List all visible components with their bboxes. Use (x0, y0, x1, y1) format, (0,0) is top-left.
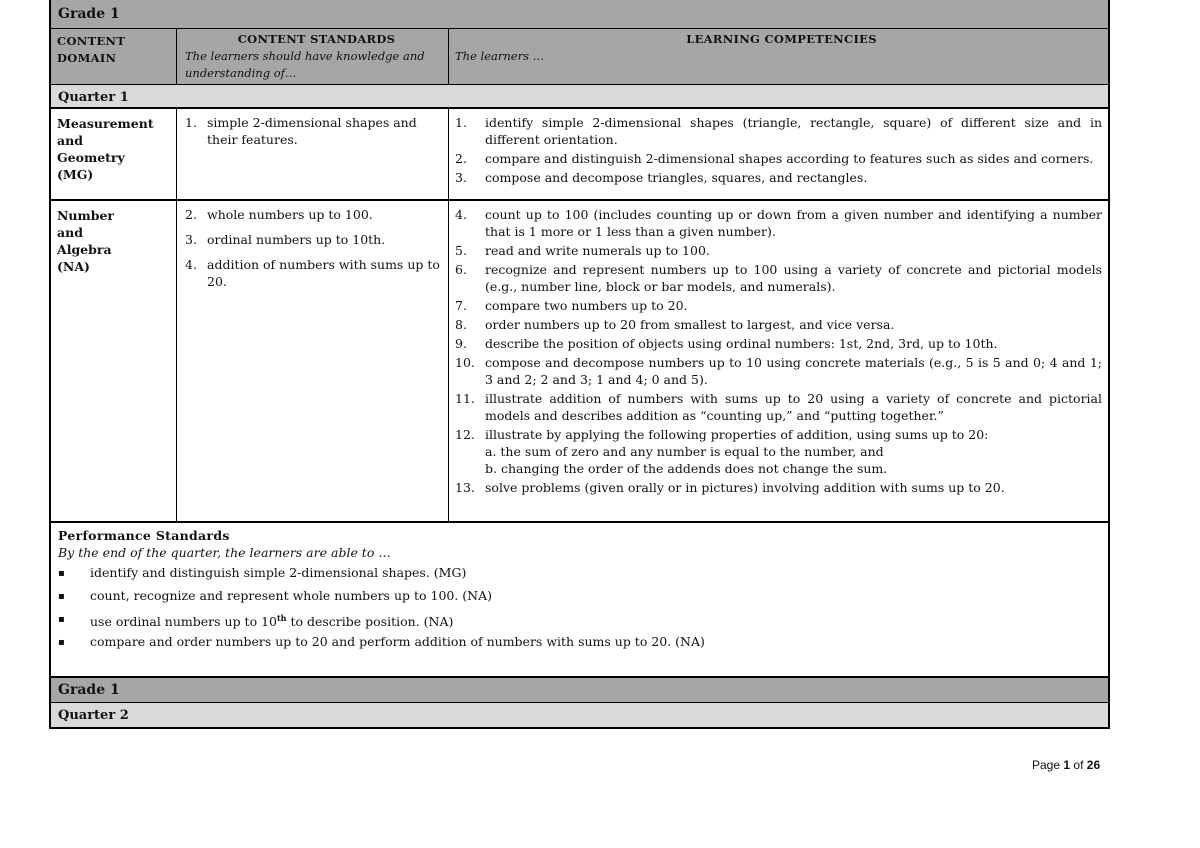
competency-text: order numbers up to 20 from smallest to largest, and vice versa. (485, 317, 895, 332)
competency-number: 10. (455, 355, 475, 370)
competency-item (455, 426, 1102, 477)
performance-standards (51, 523, 1108, 678)
competency-text: illustrate addition of numbers with sums up to 20 using a variety of concrete and pictorial models and describes addition as “counting up,” and “putting together.” (485, 391, 1102, 423)
standard-item (185, 256, 444, 290)
standard-item (185, 206, 444, 223)
table-row (51, 201, 1108, 523)
competency-text: compare and distinguish 2-dimensional shapes according to features such as sides and corners. (485, 151, 1094, 166)
performance-item-text-post: to describe position. (NA) (286, 614, 454, 630)
competency-item (455, 479, 1102, 496)
competency-text: compose and decompose numbers up to 10 using concrete materials (e.g., 5 is 5 and 0; 4 and 1; 3 and 2; 2 and 3; 1 and 4; 0 and 5). (485, 355, 1102, 387)
competency-number: 4. (455, 207, 467, 222)
competency-number: 11. (455, 391, 475, 406)
competency-subitem: a. the sum of zero and any number is equal to the number, and (485, 444, 884, 459)
domain-line: Number (57, 208, 115, 223)
competency-text: compare two numbers up to 20. (485, 298, 688, 313)
domain-line: Measurement (57, 116, 154, 131)
performance-item-text (90, 610, 453, 633)
learning-competencies-subtitle: The learners … (455, 49, 545, 63)
current-page: 1 (1063, 758, 1071, 772)
performance-item (58, 587, 1108, 610)
ordinal-suffix: th (276, 613, 287, 623)
performance-item-text: identify and distinguish simple 2-dimensional shapes. (MG) (90, 565, 467, 580)
performance-title: Performance Standards (58, 528, 230, 543)
content-standards-title: CONTENT STANDARDS (237, 32, 396, 46)
bullet-icon: ▪ (58, 614, 65, 625)
performance-item-text: compare and order numbers up to 20 and perform addition of numbers with sums up to 20. (NA) (90, 634, 705, 649)
competency-main-text: illustrate by applying the following properties of addition, using sums up to 20: (485, 427, 989, 442)
standard-text: simple 2-dimensional shapes and their features. (207, 115, 417, 147)
curriculum-table (49, 0, 1110, 729)
competency-item (455, 242, 1102, 259)
competencies-cell (449, 201, 1108, 521)
standard-number: 2. (185, 207, 197, 222)
domain-line: (NA) (57, 259, 90, 274)
bullet-icon: ▪ (58, 637, 65, 648)
performance-item-text: count, recognize and represent whole numbers up to 100. (NA) (90, 588, 493, 603)
competency-item (455, 390, 1102, 424)
competency-number: 7. (455, 298, 467, 313)
standard-text: whole numbers up to 100. (207, 207, 373, 222)
competency-text: read and write numerals up to 100. (485, 243, 710, 258)
standards-cell (177, 109, 449, 199)
competency-item (455, 206, 1102, 240)
performance-item (58, 633, 1108, 656)
competency-text: describe the position of objects using ordinal numbers: 1st, 2nd, 3rd, up to 10th. (485, 336, 998, 351)
competency-subitem: b. changing the order of the addends does not change the sum. (485, 461, 888, 476)
bullet-icon: ▪ (58, 568, 65, 579)
domain-line: Geometry (57, 150, 125, 165)
of-word: of (1073, 758, 1084, 772)
content-standards-subtitle: The learners should have knowledge and understanding of… (185, 49, 425, 80)
domain-cell (51, 201, 177, 521)
competency-number: 5. (455, 243, 467, 258)
next-grade-title: Grade 1 (51, 678, 1108, 703)
table-header (51, 29, 1108, 85)
competency-number: 2. (455, 151, 467, 166)
domain-line: (MG) (57, 167, 94, 182)
competencies-cell (449, 109, 1108, 199)
total-pages: 26 (1086, 758, 1101, 772)
learning-competencies-title: LEARNING COMPETENCIES (686, 32, 877, 46)
domain-line: Algebra (57, 242, 112, 257)
performance-item-text-pre: use ordinal numbers up to 10 (90, 614, 277, 630)
page-number (1032, 758, 1100, 772)
standard-item (185, 231, 444, 248)
competency-text: count up to 100 (includes counting up or down from a given number and identifying a number that is 1 more or 1 less than a given number). (485, 207, 1102, 239)
competency-item (455, 335, 1102, 352)
standard-item (185, 114, 444, 148)
competency-text: recognize and represent numbers up to 100 using a variety of concrete and pictorial models (e.g., number line, block or bar models, and numerals). (485, 262, 1102, 294)
header-learning-competencies (449, 29, 1108, 84)
domain-line: and (57, 133, 83, 148)
competency-item (455, 169, 1102, 186)
competency-text: compose and decompose triangles, squares, and rectangles. (485, 170, 868, 185)
standards-cell (177, 201, 449, 521)
standard-number: 4. (185, 257, 197, 272)
competency-item (455, 316, 1102, 333)
competency-text: identify simple 2-dimensional shapes (triangle, rectangle, square) of different size and in different orientation. (485, 115, 1102, 147)
domain-line: and (57, 225, 83, 240)
grade-title: Grade 1 (51, 0, 1108, 29)
competency-item (455, 261, 1102, 295)
next-quarter-label: Quarter 2 (51, 703, 1108, 727)
performance-item (58, 610, 1108, 633)
competency-number: 9. (455, 336, 467, 351)
domain-cell (51, 109, 177, 199)
competency-item (455, 114, 1102, 148)
performance-intro: By the end of the quarter, the learners are able to … (58, 545, 391, 560)
performance-item (58, 564, 1108, 587)
competency-item (455, 150, 1102, 167)
competency-number: 3. (455, 170, 467, 185)
competency-number: 12. (455, 427, 475, 442)
competency-item (455, 297, 1102, 314)
standard-number: 1. (185, 115, 197, 130)
header-content-domain: CONTENT DOMAIN (51, 29, 177, 84)
competency-number: 6. (455, 262, 467, 277)
competency-text: solve problems (given orally or in pictures) involving addition with sums up to 20. (485, 480, 1005, 495)
quarter-label: Quarter 1 (51, 85, 1108, 109)
competency-item (455, 354, 1102, 388)
competency-number: 13. (455, 480, 475, 495)
header-content-standards (177, 29, 449, 84)
standard-text: ordinal numbers up to 10th. (207, 232, 386, 247)
competency-number: 8. (455, 317, 467, 332)
competency-number: 1. (455, 115, 467, 130)
page-word: Page (1032, 758, 1061, 772)
bullet-icon: ▪ (58, 591, 65, 602)
standard-number: 3. (185, 232, 197, 247)
table-row (51, 109, 1108, 201)
competency-text (485, 426, 1102, 477)
standard-text: addition of numbers with sums up to 20. (207, 257, 440, 289)
